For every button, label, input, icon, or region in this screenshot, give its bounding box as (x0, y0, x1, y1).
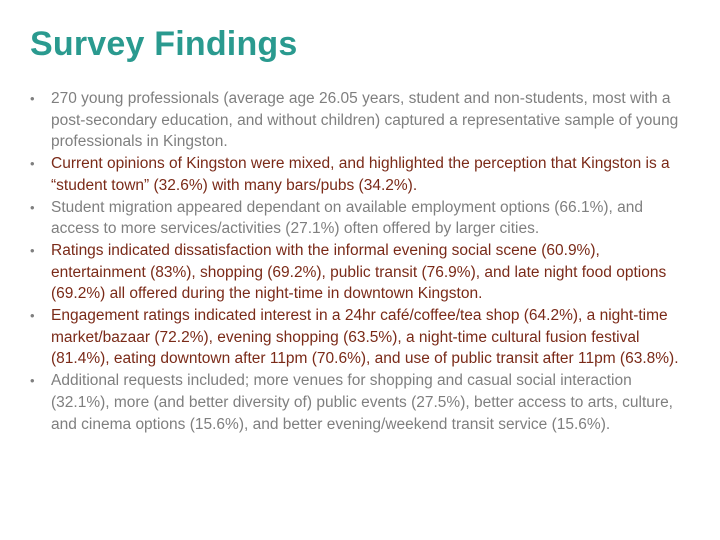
bullet-text: Engagement ratings indicated interest in a 24hr café/coffee/tea shop (64.2%), a night-time market/bazaar (72.2%), evening shopping (63.5%), a night-time cultural fusion festival (81.4%), eating downtown after 11pm (70.6%), and use of public transit after 11pm (63.8%). (51, 307, 679, 368)
bullet-item-migration (30, 197, 690, 240)
slide-title: Survey Findings (30, 25, 298, 63)
bullet-marker-icon: • (30, 373, 35, 389)
bullet-marker-icon: • (30, 91, 35, 106)
bullet-text: Student migration appeared dependant on available employment options (66.1%), and access to more services/activities (27.1%) often offered by larger cities. (51, 198, 643, 238)
bullet-text: Ratings indicated dissatisfaction with the informal evening social scene (60.9%), entertainment (83%), shopping (69.2%), public transit (76.9%), and late night food options (69.2%) all offered during the night-time in downtown Kingston. (51, 241, 667, 303)
bullet-marker-icon: • (30, 156, 35, 172)
bullet-text: 270 young professionals (average age 26.05 years, student and non-students, most with a post-secondary education, and without children) captured a representative sample of young professionals in Kingston. (51, 90, 679, 151)
bullet-text: Current opinions of Kingston were mixed, and highlighted the perception that Kingston is a “student town” (32.6%) with many bars/pubs (34.2%). (51, 155, 670, 194)
bullet-list (30, 88, 690, 435)
bullet-item-participants (30, 88, 690, 153)
bullet-marker-icon: • (30, 242, 35, 258)
bullet-item-engagement (30, 305, 690, 370)
bullet-item-opinions (30, 153, 690, 196)
bullet-item-dissatisfaction (30, 240, 690, 305)
bullet-item-requests (30, 370, 690, 435)
bullet-marker-icon: • (30, 199, 35, 215)
bullet-text: Additional requests included; more venues for shopping and casual social interaction (32.1%), more (and better diversity of) public events (27.5%), better access to arts, culture, and cinema options (15.6%), and better evening/weekend transit service (15.6%). (51, 372, 673, 433)
bullet-marker-icon: • (30, 308, 35, 324)
